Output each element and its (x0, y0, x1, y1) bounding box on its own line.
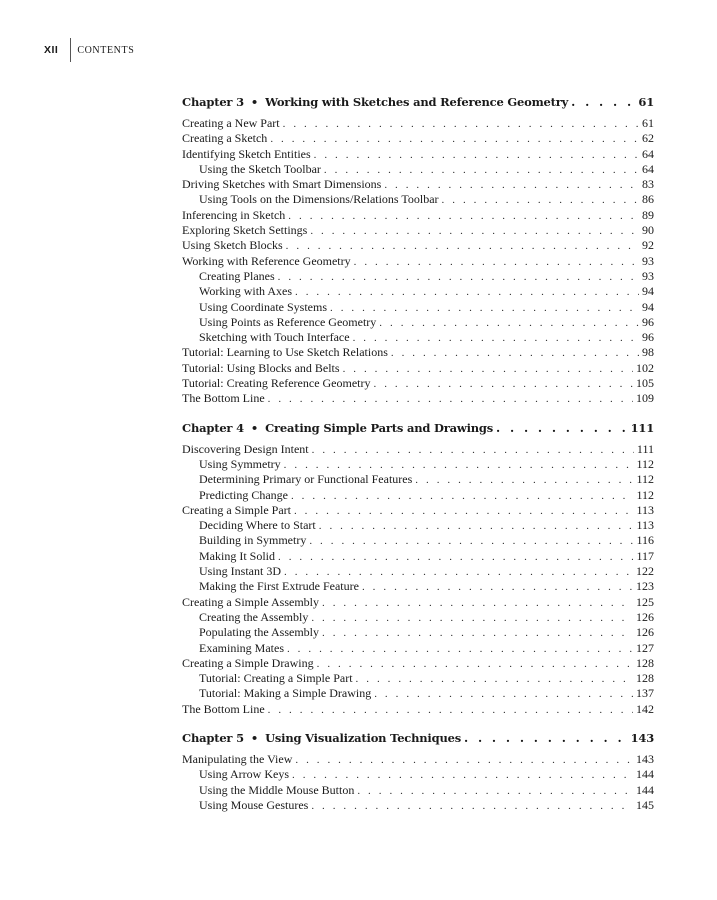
entry-title: Creating a Simple Drawing (182, 655, 314, 670)
dot-leader (362, 581, 633, 593)
entry-title: Using Coordinate Systems (199, 299, 327, 314)
toc-entry[interactable] (182, 345, 654, 360)
entry-page-number: 126 (636, 609, 654, 624)
chapter-title: Creating Simple Parts and Drawings (265, 420, 494, 435)
entry-title: Tutorial: Making a Simple Drawing (199, 686, 372, 701)
entry-title: Using Mouse Gestures (199, 797, 309, 812)
entry-page-number: 142 (636, 701, 654, 716)
toc-subentry[interactable] (182, 518, 654, 533)
toc-subentry[interactable] (182, 162, 654, 177)
dot-leader (284, 459, 634, 471)
entry-title: Using Points as Reference Geometry (199, 314, 377, 329)
dot-leader (278, 551, 633, 563)
chapter-label: Chapter 4 (182, 420, 244, 435)
dot-leader (270, 133, 639, 145)
chapter-page-number: 61 (638, 95, 654, 109)
dot-leader (288, 210, 639, 222)
entry-page-number: 64 (642, 146, 654, 161)
dot-leader (310, 225, 639, 237)
chapter-title: Working with Sketches and Reference Geometry (265, 95, 569, 109)
entry-title: Using the Sketch Toolbar (199, 161, 321, 176)
entry-title: Building in Symmetry (199, 533, 307, 548)
page-header (44, 38, 134, 62)
entry-page-number: 62 (642, 131, 654, 146)
entry-page-number: 125 (636, 594, 654, 609)
chapter-title: Using Visualization Techniques (265, 730, 461, 745)
entry-page-number: 128 (636, 671, 654, 686)
entry-title: Tutorial: Creating Reference Geometry (182, 376, 371, 391)
dot-leader (314, 149, 639, 161)
toc-subentry[interactable] (182, 798, 654, 813)
entry-page-number: 109 (636, 391, 654, 406)
entry-page-number: 92 (642, 238, 654, 253)
toc-entry[interactable] (182, 442, 654, 457)
entry-page-number: 128 (636, 655, 654, 670)
toc-subentry[interactable] (182, 579, 654, 594)
dot-leader (379, 317, 639, 329)
entry-title: Creating Planes (199, 268, 275, 283)
entry-page-number: 90 (642, 223, 654, 238)
dot-leader (354, 256, 639, 268)
dot-leader (292, 769, 633, 781)
toc-entry[interactable] (182, 116, 654, 131)
entry-page-number: 113 (636, 518, 654, 533)
chapter-heading[interactable] (182, 421, 654, 439)
entry-title: Identifying Sketch Entities (182, 146, 311, 161)
toc-entry[interactable] (182, 361, 654, 376)
dot-leader (317, 658, 633, 670)
entry-title: Working with Reference Geometry (182, 253, 351, 268)
toc-subentry[interactable] (182, 564, 654, 579)
chapter-page-number: 111 (630, 420, 654, 435)
entry-page-number: 117 (636, 548, 654, 563)
toc-entry[interactable] (182, 147, 654, 162)
toc-subentry[interactable] (182, 457, 654, 472)
dot-leader (286, 240, 639, 252)
entry-page-number: 113 (636, 502, 654, 517)
entry-page-number: 89 (642, 207, 654, 222)
dot-leader (295, 286, 639, 298)
toc-entry[interactable] (182, 595, 654, 610)
toc-entry[interactable] (182, 208, 654, 223)
dot-leader (322, 597, 633, 609)
toc-entry[interactable] (182, 656, 654, 671)
entry-title: Using Arrow Keys (199, 767, 289, 782)
entry-page-number: 93 (642, 253, 654, 268)
header-divider (70, 38, 71, 62)
dot-leader (283, 118, 639, 130)
dot-leader (278, 271, 639, 283)
dot-leader (415, 474, 633, 486)
entry-title: Creating a New Part (182, 116, 280, 130)
toc-subentry[interactable] (182, 284, 654, 299)
dot-leader (356, 673, 633, 685)
chapter-label: Chapter 5 (182, 730, 244, 745)
entry-page-number: 96 (642, 330, 654, 345)
toc-subentry[interactable] (182, 625, 654, 640)
chapter-label: Chapter 3 (182, 95, 244, 109)
toc-subentry[interactable] (182, 533, 654, 548)
entry-page-number: 116 (636, 533, 654, 548)
dot-leader (391, 347, 639, 359)
chapter-heading[interactable] (182, 731, 654, 749)
dot-leader (287, 643, 633, 655)
entry-page-number: 145 (636, 797, 654, 812)
toc-subentry[interactable] (182, 641, 654, 656)
entry-title: Creating a Simple Assembly (182, 594, 319, 609)
toc-subentry[interactable] (182, 472, 654, 487)
entry-page-number: 112 (636, 472, 654, 487)
entry-page-number: 61 (642, 116, 654, 130)
entry-page-number: 96 (642, 314, 654, 329)
dot-leader (322, 627, 633, 639)
dot-leader (496, 421, 628, 435)
dot-leader (309, 535, 633, 547)
toc-entry[interactable] (182, 752, 654, 767)
entry-title: Exploring Sketch Settings (182, 223, 308, 238)
entry-title: Examining Mates (199, 640, 284, 655)
entry-page-number: 122 (636, 564, 654, 579)
entry-page-number: 83 (642, 177, 654, 192)
toc-subentry[interactable] (182, 300, 654, 315)
chapter-section (182, 95, 654, 407)
bullet-separator: • (250, 420, 259, 435)
entry-title: Determining Primary or Functional Features (199, 472, 413, 487)
toc-entry[interactable] (182, 391, 654, 406)
entry-title: Discovering Design Intent (182, 441, 309, 456)
entry-title: Tutorial: Using Blocks and Belts (182, 360, 340, 375)
entry-page-number: 94 (642, 284, 654, 299)
table-of-contents (182, 95, 654, 827)
entry-title: Using the Middle Mouse Button (199, 782, 355, 797)
toc-subentry[interactable] (182, 192, 654, 207)
chapter-heading[interactable] (182, 95, 654, 113)
toc-subentry[interactable] (182, 610, 654, 625)
entry-page-number: 137 (636, 686, 654, 701)
running-head: CONTENTS (77, 44, 135, 56)
dot-leader (268, 393, 633, 405)
chapter-page-number: 143 (630, 730, 654, 745)
entry-title: Using Instant 3D (199, 564, 281, 579)
dot-leader (284, 566, 633, 578)
entry-page-number: 144 (636, 767, 654, 782)
entry-title: Tutorial: Learning to Use Sketch Relations (182, 345, 388, 360)
toc-subentry[interactable] (182, 671, 654, 686)
entry-page-number: 123 (636, 579, 654, 594)
entry-title: Driving Sketches with Smart Dimensions (182, 177, 382, 192)
entry-title: Using Sketch Blocks (182, 238, 283, 253)
dot-leader (330, 302, 639, 314)
dot-leader (311, 800, 633, 812)
entry-page-number: 112 (636, 487, 654, 502)
entry-title: Creating a Sketch (182, 131, 268, 146)
entry-title: The Bottom Line (182, 391, 265, 406)
toc-entry[interactable] (182, 376, 654, 391)
dot-leader (311, 612, 633, 624)
dot-leader (442, 194, 639, 206)
entry-page-number: 98 (642, 345, 654, 360)
toc-subentry[interactable] (182, 269, 654, 284)
chapter-section (182, 421, 654, 717)
dot-leader (319, 520, 634, 532)
toc-subentry[interactable] (182, 767, 654, 782)
toc-subentry[interactable] (182, 549, 654, 564)
entry-page-number: 64 (642, 161, 654, 176)
entry-title: Predicting Change (199, 487, 288, 502)
entry-page-number: 102 (636, 360, 654, 375)
entry-page-number: 144 (636, 782, 654, 797)
toc-entry[interactable] (182, 503, 654, 518)
dot-leader (294, 505, 633, 517)
entry-page-number: 127 (636, 640, 654, 655)
entry-title: Deciding Where to Start (199, 518, 316, 533)
entry-title: Making It Solid (199, 548, 276, 563)
entry-page-number: 93 (642, 268, 654, 283)
dot-leader (374, 378, 634, 390)
bullet-separator: • (250, 95, 259, 109)
dot-leader (268, 704, 633, 716)
dot-leader (312, 444, 634, 456)
entry-page-number: 143 (636, 751, 654, 766)
toc-subentry[interactable] (182, 783, 654, 798)
toc-entry[interactable] (182, 238, 654, 253)
entry-title: Populating the Assembly (199, 625, 319, 640)
dot-leader (353, 332, 639, 344)
page-number: XII (44, 44, 59, 56)
entry-title: Working with Axes (199, 284, 293, 299)
toc-entry[interactable] (182, 177, 654, 192)
dot-leader (295, 754, 633, 766)
entry-title: Creating the Assembly (199, 609, 309, 624)
entry-page-number: 94 (642, 299, 654, 314)
entry-title: Creating a Simple Part (182, 502, 291, 517)
entry-page-number: 126 (636, 625, 654, 640)
entry-title: Sketching with Touch Interface (199, 330, 350, 345)
entry-page-number: 112 (636, 456, 654, 471)
bullet-separator: • (250, 730, 259, 745)
entry-page-number: 105 (636, 376, 654, 391)
entry-title: Tutorial: Creating a Simple Part (199, 671, 353, 686)
dot-leader (464, 731, 628, 745)
dot-leader (384, 179, 639, 191)
dot-leader (571, 95, 635, 109)
toc-subentry[interactable] (182, 315, 654, 330)
entry-title: Manipulating the View (182, 751, 293, 766)
entry-page-number: 111 (636, 441, 654, 456)
toc-subentry[interactable] (182, 488, 654, 503)
dot-leader (343, 363, 633, 375)
entry-page-number: 86 (642, 192, 654, 207)
toc-subentry[interactable] (182, 686, 654, 701)
toc-entry[interactable] (182, 702, 654, 717)
dot-leader (374, 688, 633, 700)
chapter-section (182, 731, 654, 813)
dot-leader (357, 785, 633, 797)
dot-leader (324, 164, 639, 176)
toc-entry[interactable] (182, 131, 654, 146)
toc-subentry[interactable] (182, 330, 654, 345)
entry-title: Using Symmetry (199, 456, 281, 471)
entry-title: The Bottom Line (182, 701, 265, 716)
toc-entry[interactable] (182, 223, 654, 238)
entry-title: Making the First Extrude Feature (199, 579, 359, 594)
entry-title: Inferencing in Sketch (182, 207, 286, 222)
toc-entry[interactable] (182, 254, 654, 269)
dot-leader (291, 490, 633, 502)
entry-title: Using Tools on the Dimensions/Relations Toolbar (199, 192, 439, 207)
